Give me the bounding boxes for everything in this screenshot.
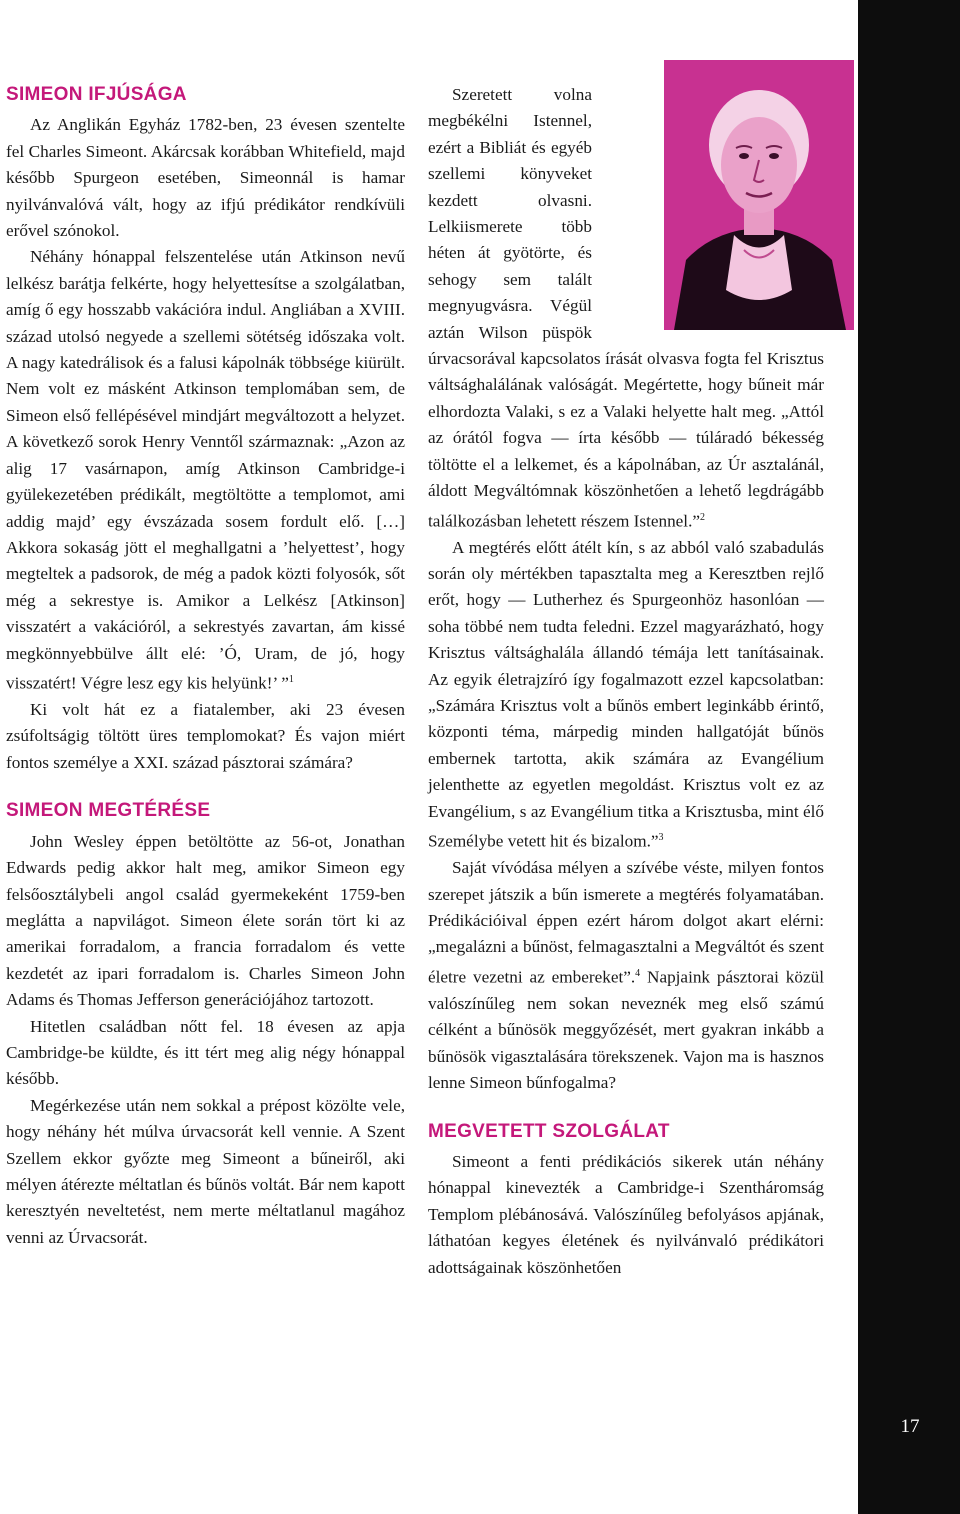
section-heading-conversion: SIMEON MEGTÉRÉSE	[6, 800, 211, 822]
footnote-ref: 2	[700, 511, 706, 523]
left-column	[6, 82, 405, 1251]
page-edge-bar	[858, 0, 960, 1514]
section-heading-ministry: MEGVETETT SZOLGÁLAT	[428, 1120, 670, 1142]
section-heading-youth: SIMEON IFJÚSÁGA	[6, 84, 187, 105]
right-column	[428, 82, 824, 1281]
paragraph: Szeretett volna megbékélni Istennel, ezért a Bibliát és egyéb szellemi könyveket kezdett olvasni. Lelkiismerete több héten át gyötörte, és sehogy sem talált megnyugvásra. Végül aztán Wilson püspök úrvacsorával kapcsolatos írását olvasva fogta fel Krisztus váltsághalálának valóságát. Megértette, hogy bűneit már elhordozta Valaki, s ez a Valaki helyette halt meg. „Attól az órától fogva — írta később — túláradó békesség töltötte el a lelkemet, és a kápolnában, az Úr asztalánál, áldott Megváltómnak köszönhetően a lehető legdrágább találkozásban lehetett részem Istennel.”$^2$	[428, 85, 824, 531]
paragraph: Hitetlen családban nőtt fel. 18 évesen az apja Cambridge-be küldte, és itt tért meg alig négy hónappal később.	[6, 1016, 405, 1089]
footnote-ref: 3	[658, 832, 664, 844]
paragraph: Simeont a fenti prédikációs sikerek után néhány hónappal kinevezték a Cambridge-i Szentháromság Templom plébánosává. Valószínűleg befolyásos apjának, láthatóan kegyes életének és nyilvánvaló prédikátori adottságainak köszönhetően	[428, 1152, 824, 1277]
paragraph: A megtérés előtt átélt kín, s az abból való szabadulás során oly mértékben tapasztalta meg a Keresztben rejlő erőt, hogy — Lutherhez és Spurgeonhöz hasonlóan — soha többé nem tudta feledni. Ezzel magyarázható, hogy Krisztus váltsághalála állandó témája lett tanításainak. Az egyik életrajzíró így fogalmazott ezzel kapcsolatban: „Számára Krisztus volt a bűnös embert leginkább érintő, központi téma, márpedig minden hallgatóját bűnös embernek tartotta, akik számára az Evangélium jelenthette az egyetlen megoldást. Krisztus volt ez az Evangélium, s az Evangélium titka a Krisztusba, mint élő Személybe vetett hit és bizalom.”$^3$	[428, 537, 824, 851]
page-number: 17	[900, 1416, 920, 1437]
paragraph: Az Anglikán Egyház 1782-ben, 23 évesen szentelte fel Charles Simeont. Akárcsak korábban Whitefield, majd később Spurgeon esetében, Simeonnál is hamar nyilvánvalóvá vált, hogy az ifjú prédikátor rendkívüli erővel szónokol.	[6, 115, 405, 241]
portrait-wrap-space	[600, 60, 828, 320]
footnote-ref: 4	[635, 967, 641, 979]
paragraph: John Wesley éppen betöltötte az 56-ot, Jonathan Edwards pedig akkor halt meg, amikor Simeon egy felsőosztálybeli angol család gyermekeként 1759-ben meglátta a napvilágot. Simeon élete során tört ki az amerikai forradalom, a francia forradalom és vette kezdetét az ipari forradalom is. Charles Simeon John Adams és Thomas Jefferson generációjához tartozott.	[6, 831, 405, 1010]
paragraph: Ki volt hát ez a fiatalember, aki 23 évesen zsúfoltságig töltött üres templomokat? És vajon miért fontos személye a XXI. század pásztorai számára?	[6, 700, 405, 772]
paragraph: Megérkezése után nem sokkal a prépost közölte vele, hogy néhány hét múlva úrvacsorát kell vennie. A Szent Szellem ekkor győzte meg Simeont a bűneiről, aki mélyen átérezte méltatlan és bűnös voltát. Bár nem kapott keresztyén neveltetést, nem merte méltatlanul magához venni az Úrvacsorát.	[6, 1095, 405, 1247]
paragraph: Saját vívódása mélyen a szívébe véste, milyen fontos szerepet játszik a bűn ismerete a megtérés folyamatában. Prédikációival éppen ezért három dolgot akart elérni: „megalázni a bűnöst, felmagasztalni a Megváltót és szent életre vezetni az embereket”.$^4$ Napjaink pásztorai közül valószínűleg nem sokan neveznék meg első számú célként a bűnösök meggyőzését, mert gyakran inkább a bűnösök vigasztalására törekszenek. Vajon ma is hasznos lenne Simeon bűnfogalma?	[428, 858, 824, 1093]
paragraph: Néhány hónappal felszentelése után Atkinson nevű lelkész barátja felkérte, hogy helyettesítse a szolgálatban, amíg ő egy hosszabb vakációra indul. Angliában a XVIII. század utolsó negyede a szellemi sötétség időszaka volt. A nagy katedrálisok és a falusi kápolnák többsége kiürült. Nem volt ez másként Atkinson templomában sem, de Simeon első fellépésével mindjárt megváltozott a helyzet. A következő sorok Henry Venntől származnak: „Azon az alig 17 vasárnapon, amíg Atkinson Cambridge-i gyülekezetében prédikált, megtöltötte a templomot, ami addig majd’ egy évszázada sosem fordult elő. […] Akkora sokaság jött el meghallgatni a ’helyettest’, hogy megteltek a padsorok, de még a padok közti folyosók, sőt még a sekrestye is. Amikor a Lelkész [Atkinson] visszatért a vakációról, a sekrestyés zavartan, ám kissé megkönnyebbülve állt elé: ’Ó, Uram, de jó, hogy visszatért! Végre lesz egy kis helyünk!’ ”$^1$	[6, 247, 405, 693]
footnote-ref: 1	[288, 673, 294, 685]
